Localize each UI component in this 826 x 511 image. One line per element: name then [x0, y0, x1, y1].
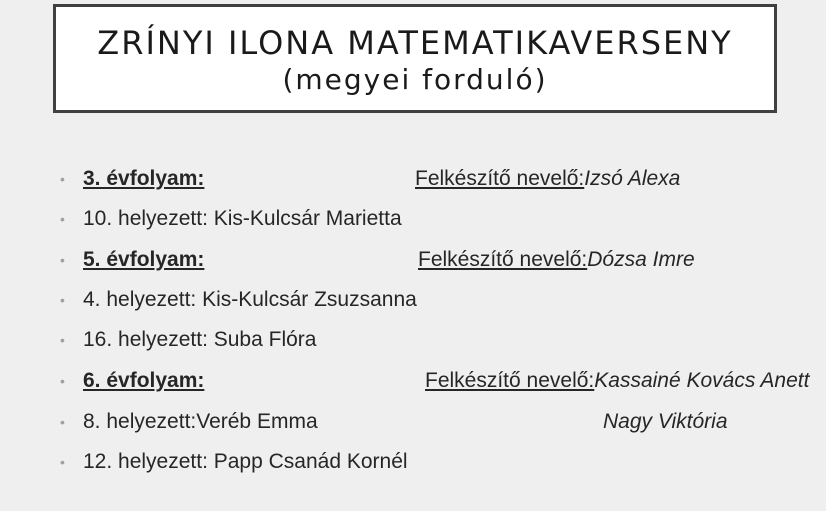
- teacher-label: Felkészítő nevelő:: [415, 167, 585, 190]
- bullet-icon: •: [60, 414, 65, 430]
- page-subtitle: (megyei forduló): [282, 63, 548, 96]
- teacher-name: Dózsa Imre: [587, 248, 695, 271]
- placement-text: 4. helyezett: Kis-Kulcsár Zsuzsanna: [83, 288, 417, 311]
- bullet-icon: •: [60, 332, 65, 348]
- placement-text: 12. helyezett: Papp Csanád Kornél: [83, 450, 408, 473]
- bullet-icon: •: [60, 454, 65, 470]
- teacher-info: [425, 366, 809, 396]
- bullet-icon: •: [60, 292, 65, 308]
- placement-text: 8. helyezett:Veréb Emma: [83, 410, 318, 433]
- list-item: [0, 407, 826, 437]
- list-item-grade-3: [0, 164, 826, 194]
- bullet-icon: •: [60, 211, 65, 227]
- teacher-info: [415, 164, 680, 194]
- grade-heading: 6. évfolyam:: [83, 369, 205, 392]
- list-item: [0, 285, 826, 315]
- bullet-icon: •: [60, 373, 65, 389]
- placement-text: 16. helyezett: Suba Flóra: [83, 328, 317, 351]
- list-item-grade-6: [0, 366, 826, 396]
- page-title: ZRÍNYI ILONA MATEMATIKAVERSENY: [97, 24, 733, 62]
- list-item: [0, 325, 826, 355]
- title-box: [53, 4, 777, 113]
- teacher-info: [418, 245, 695, 275]
- placement-text: 10. helyezett: Kis-Kulcsár Marietta: [83, 207, 402, 230]
- grade-heading: 5. évfolyam:: [83, 248, 205, 271]
- list-item-grade-5: [0, 245, 826, 275]
- bullet-icon: •: [60, 171, 65, 187]
- teacher-name-secondary: Nagy Viktória: [603, 410, 728, 433]
- teacher-name: Kassainé Kovács Anett: [594, 369, 810, 392]
- teacher-name: Izsó Alexa: [584, 167, 681, 190]
- bullet-icon: •: [60, 252, 65, 268]
- list-item: [0, 204, 826, 234]
- grade-heading: 3. évfolyam:: [83, 167, 205, 190]
- teacher-label: Felkészítő nevelő:: [418, 248, 588, 271]
- teacher-label: Felkészítő nevelő:: [425, 369, 595, 392]
- list-item: [0, 447, 826, 477]
